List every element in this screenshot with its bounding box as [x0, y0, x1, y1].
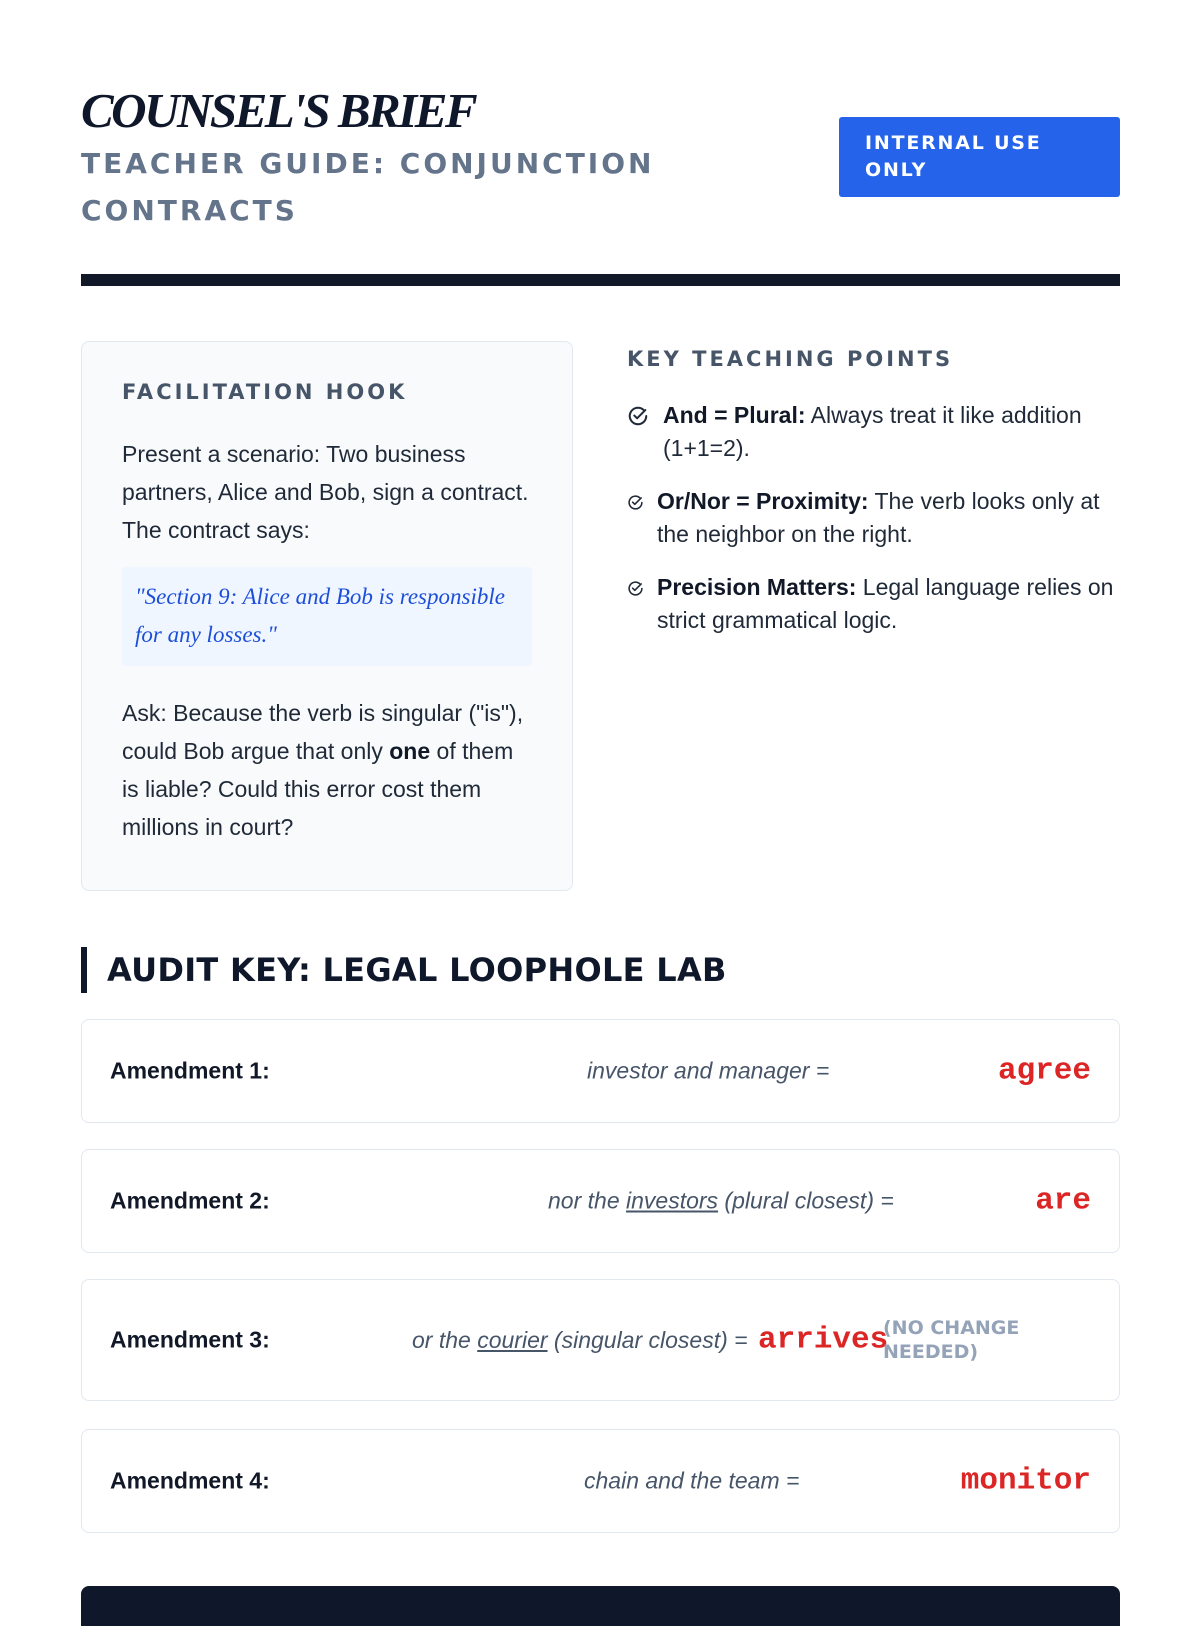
hook-intro: Present a scenario: Two business partners, Alice and Bob, sign a contract. The contract says: — [122, 441, 529, 543]
teaching-point — [627, 485, 1120, 551]
rule-subject: courier — [477, 1327, 548, 1353]
amendment-rule — [548, 1188, 894, 1215]
amendment-row — [81, 1019, 1120, 1123]
rule-subject: investors — [626, 1187, 719, 1214]
point-text: Legal language relies on strict grammatical logic. — [657, 574, 1114, 633]
amendment-label: Amendment 1: — [110, 1057, 270, 1084]
check-circle-icon — [627, 405, 649, 427]
points-heading: KEY TEACHING POINTS — [627, 347, 954, 371]
amendment-rule: chain and the team = — [584, 1467, 800, 1494]
point-term: Precision Matters: — [657, 574, 857, 600]
amendment-label: Amendment 2: — [110, 1187, 270, 1214]
key-teaching-points — [627, 341, 1120, 637]
internal-use-badge: INTERNAL USE ONLY — [839, 117, 1120, 197]
hook-heading: FACILITATION HOOK — [122, 380, 408, 404]
amendment-label: Amendment 4: — [110, 1467, 270, 1494]
no-change-note: (NO CHANGE NEEDED) — [883, 1317, 1020, 1363]
header-divider — [81, 274, 1120, 286]
amendment-label: Amendment 3: — [110, 1326, 270, 1353]
rule-text: or the — [412, 1327, 478, 1353]
point-term: Or/Nor = Proximity: — [657, 488, 869, 514]
amendment-answer: arrives — [758, 1322, 889, 1358]
guide-subtitle: TEACHER GUIDE: CONJUNCTION CONTRACTS — [81, 147, 655, 227]
amendment-answer: are — [1035, 1183, 1091, 1219]
amendment-answer: monitor — [960, 1463, 1091, 1499]
amendment-row — [81, 1149, 1120, 1253]
audit-key-heading: AUDIT KEY: LEGAL LOOPHOLE LAB — [81, 947, 727, 993]
rule-text-end: (singular closest) = — [547, 1327, 748, 1353]
facilitation-hook-card — [81, 341, 573, 891]
amendment-row — [81, 1429, 1120, 1533]
amendment-answer: agree — [997, 1053, 1091, 1089]
brand-title: COUNSEL'S BRIEF — [81, 83, 476, 138]
hook-question — [122, 694, 532, 846]
check-circle-icon — [627, 580, 644, 597]
hook-question-emphasis: one — [389, 738, 431, 764]
footer-bar — [81, 1586, 1120, 1626]
hook-question-text: Ask: Because the verb is singular ("is"), could Bob argue that only — [122, 700, 524, 764]
point-text: The verb looks only at the neighbor on the right. — [657, 488, 1100, 547]
amendment-rule: investor and manager = — [587, 1057, 830, 1084]
point-term: And = Plural: — [663, 402, 806, 428]
amendment-rule — [412, 1323, 757, 1357]
check-circle-icon — [627, 494, 644, 511]
hook-question-text-end: of them is liable? Could this error cost them millions in court? — [122, 738, 514, 840]
rule-text-end: (plural closest) = — [718, 1187, 894, 1214]
contract-quote: "Section 9: Alice and Bob is responsible for any losses." — [122, 567, 532, 666]
point-text: Always treat it like addition (1+1=2). — [663, 402, 1082, 461]
teaching-point — [627, 571, 1120, 637]
amendment-row — [81, 1279, 1120, 1401]
rule-text: nor the — [548, 1187, 626, 1214]
teaching-point — [627, 399, 1120, 465]
